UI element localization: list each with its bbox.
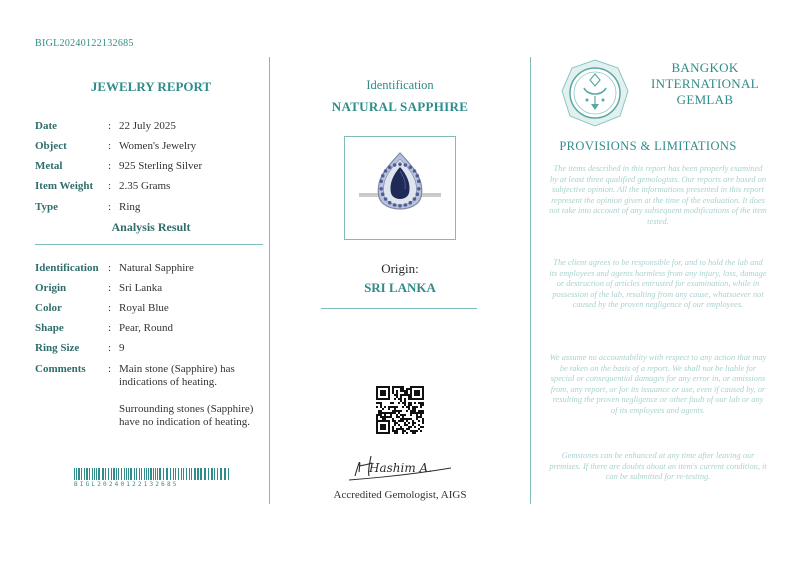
field-value: Sri Lanka: [119, 282, 163, 294]
field-value: Main stone (Sapphire) has indications of heating.: [119, 363, 235, 388]
identification-label: Identification: [366, 78, 434, 92]
origin-divider: [321, 308, 477, 309]
field-colon: :: [108, 201, 112, 213]
field-value: Natural Sapphire: [119, 262, 194, 274]
field-label: Origin: [35, 282, 67, 294]
field-value: 9: [119, 342, 125, 354]
field-colon: :: [108, 262, 112, 274]
comment-extra: Surrounding stones (Sapphire) have no indication of heating.: [119, 403, 254, 428]
origin-value: SRI LANKA: [364, 280, 436, 295]
lab-name: [640, 60, 770, 108]
ring-image: [345, 137, 455, 239]
field-label: Date: [35, 120, 57, 132]
field-colon: :: [108, 322, 112, 334]
analysis-title: Analysis Result: [111, 220, 191, 234]
field-label: Object: [35, 140, 67, 152]
field-label: Shape: [35, 322, 64, 334]
field-value: Ring: [119, 201, 141, 213]
lab-logo-seal: [560, 58, 630, 128]
signature-text: Hashim A.: [369, 461, 433, 475]
signature: [345, 448, 455, 486]
provision-paragraph: The items described in this report has been properly examined by at least three qualified gemologists. Our reports are based on subjective opinion. All the informations presented in this report represent the opinion given at the time of the evaluation. It does not take into account of any subsequent modifications of the item tested.: [549, 164, 767, 226]
field-colon: :: [108, 302, 112, 314]
field-label: Type: [35, 201, 59, 213]
field-value: Pear, Round: [119, 322, 173, 334]
field-value: 22 July 2025: [119, 120, 176, 132]
barcode-number: BIGL20240122132685: [74, 481, 179, 488]
field-label: Metal: [35, 160, 63, 172]
provisions-title: PROVISIONS & LIMITATIONS: [559, 139, 737, 153]
field-label: Item Weight: [35, 180, 94, 192]
qr-code: [375, 385, 425, 435]
provision-paragraph: The client agrees to be responsible for, and to hold the lab and its employees and agents harmless from any injury, loss, damage or destruction of articles entrusted for examination, while in possession of the lab, resulting from any cause, whatsoever not caused by the proven negligence of our employees.: [549, 258, 767, 310]
lab-name-line: BANGKOK: [671, 60, 739, 75]
divider-right: [530, 57, 531, 504]
analysis-divider: [35, 244, 263, 245]
report-id: BIGL20240122132685: [35, 38, 134, 49]
field-colon: :: [108, 120, 112, 132]
provision-paragraph: Gemstones can be enhanced at any time after leaving our premises. If there are doubts about an item's current condition, it can be submitted for re-testing.: [549, 451, 767, 482]
field-colon: :: [108, 180, 112, 192]
field-colon: :: [108, 342, 112, 354]
field-value: Royal Blue: [119, 302, 169, 314]
field-value: Women's Jewelry: [119, 140, 197, 152]
field-colon: :: [108, 282, 112, 294]
field-colon: :: [108, 160, 112, 172]
ring-photo-frame: [344, 136, 456, 240]
provision-paragraph: We assume no accountability with respect to any action that may be taken on the basis of a report. We shall not be liable for special or consequential damages for any error in, or omissions from, any report, or for its issuance or use, even if caused by, or resulting the proven negligence or other fault of our lab or any of its employees and agents.: [549, 353, 767, 415]
field-value: 2.35 Grams: [119, 180, 171, 192]
field-colon: :: [108, 140, 112, 152]
report-title: JEWELRY REPORT: [90, 79, 212, 94]
lab-name-line: INTERNATIONAL: [651, 76, 759, 91]
field-value: 925 Sterling Silver: [119, 160, 203, 172]
field-label: Comments: [35, 363, 86, 375]
barcode: [74, 468, 232, 482]
field-colon: :: [108, 363, 112, 375]
field-label: Ring Size: [35, 342, 80, 354]
field-label: Identification: [35, 262, 99, 274]
identification-value: NATURAL SAPPHIRE: [331, 99, 469, 114]
field-label: Color: [35, 302, 62, 314]
origin-label: Origin:: [381, 261, 419, 276]
divider-left: [269, 57, 270, 504]
gemologist-caption: Accredited Gemologist, AIGS: [333, 489, 467, 501]
lab-name-line: GEMLAB: [676, 92, 734, 107]
